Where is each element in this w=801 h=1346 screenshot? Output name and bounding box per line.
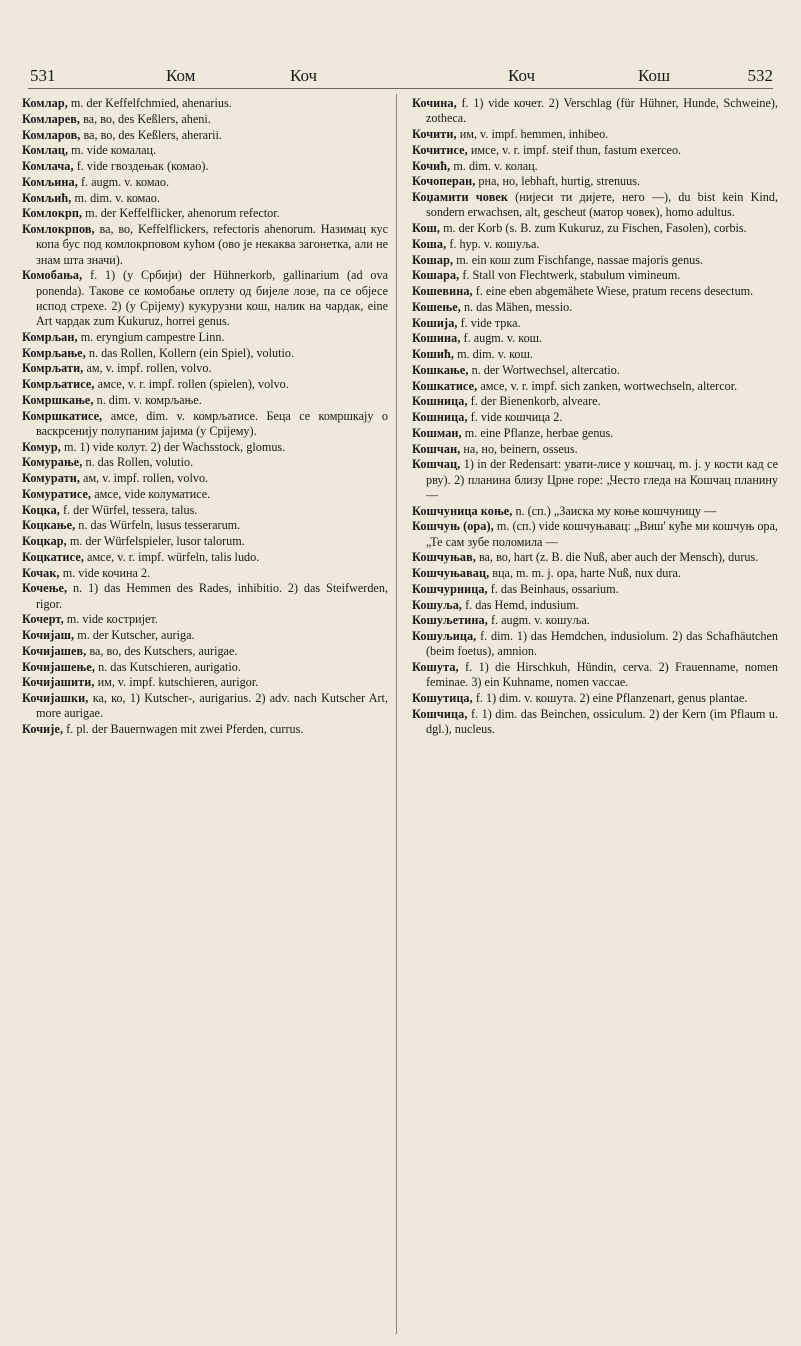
dictionary-entry (412, 127, 778, 142)
entry-definition: на, но, beinern, osseus. (460, 441, 578, 456)
entry-definition: вца, m. m. j. ора, harte Nuß, nux dura. (489, 566, 681, 580)
entry-definition: амсе, dim. v. комрљатисе. Беца се комршкају о васкрсенију полупаним jајима (у Срijему). (36, 408, 388, 438)
left-guide-word-last: Коч (290, 66, 318, 85)
entry-headword: Кошара, (412, 268, 460, 283)
entry-definition: m. 1) vide колут. 2) der Wachsstock, glomus. (60, 439, 286, 454)
entry-definition: f. pl. der Bauernwagen mit zwei Pferden, currus. (63, 722, 304, 736)
entry-headword: Кочак, (22, 565, 60, 580)
entry-definition: рна, но, lebhaft, hurtig, strenuus. (475, 174, 641, 189)
entry-definition: f. 1) (у Србији) der Hühnerkorb, gallinarium (ad ova ponenda). Такове се комобање оплету од биjеле лозе, па се обjесе испод стрехе. 2) (у Срijему) кукурузни кош, налик на чардак, eine Art чардак zum Kukuruz, horrei genus. (36, 268, 388, 328)
entry-definition: амсе, v. r. impf. würfeln, talis ludo. (83, 549, 260, 564)
entry-headword: Кочити, (412, 127, 457, 141)
entry-definition: f. hyp. v. кошуља. (446, 236, 540, 251)
entry-headword: Кочијашити, (22, 675, 95, 690)
dictionary-entry (22, 409, 388, 440)
entry-headword: Комобања, (22, 268, 83, 283)
dictionary-entry (22, 346, 388, 361)
dictionary-entry (22, 361, 388, 376)
entry-headword: Кошар, (412, 252, 454, 267)
entry-definition: m. eine Pflanze, herbae genus. (461, 425, 614, 440)
entry-headword: Кошчуњавац, (412, 566, 490, 580)
dictionary-entry (412, 660, 778, 691)
entry-headword: Комрљати, (22, 361, 84, 376)
entry-definition: m. dim. v. колац. (450, 158, 538, 173)
entry-definition: m. der Kutscher, auriga. (74, 628, 195, 642)
entry-headword: Комрљатисе, (22, 377, 95, 391)
dictionary-entry (412, 410, 778, 425)
entry-headword: Кочијашење, (22, 659, 96, 674)
dictionary-entry (412, 300, 778, 315)
entry-headword: Кочерт, (22, 612, 64, 627)
entry-headword: Комршкатисе, (22, 408, 103, 423)
entry-headword: Коцкање, (22, 518, 76, 533)
entry-headword: Кошија, (412, 315, 458, 330)
entry-headword: Кошчуница коње, (412, 503, 513, 518)
entry-definition: m. (сп.) vide кошчуњавац: „Виш' куће ми кошчуњ ора, „Те сам зубе поломила — (426, 519, 778, 549)
entry-headword: Комљић, (22, 190, 72, 205)
dictionary-entry (22, 722, 388, 737)
entry-definition: амсе, vide колуматисе. (91, 486, 211, 501)
dictionary-entry (412, 613, 778, 628)
dictionary-entry (22, 675, 388, 690)
dictionary-entry (22, 455, 388, 470)
right-page-number: 532 (747, 66, 773, 85)
entry-headword: Кошкатисе, (412, 378, 478, 393)
dictionary-entry (412, 707, 778, 738)
entry-definition: имсе, v. r. impf. steif thun, fastum exerceo. (467, 142, 682, 157)
entry-headword: Комлача, (22, 159, 74, 173)
entry-definition: ва, во, des Keßlers, aherarii. (80, 127, 222, 142)
dictionary-entry (412, 253, 778, 268)
entry-headword: Комрљан, (22, 329, 78, 344)
entry-headword: Коша, (412, 236, 447, 251)
entry-headword: Коцкатисе, (22, 549, 84, 564)
entry-headword: Кочијаш, (22, 628, 75, 642)
dictionary-entry (22, 581, 388, 612)
entry-headword: Кочина, (412, 96, 457, 110)
entry-definition: n. 1) das Hemmen des Rades, inhibitio. 2) das Steifwerden, rigor. (36, 581, 388, 611)
entry-definition: f. vide трка. (457, 315, 521, 330)
entry-definition: ка, ко, 1) Kutscher-, aurigarius. 2) adv. nach Kutscher Art, more aurigae. (36, 691, 388, 721)
dictionary-entry (412, 284, 778, 299)
dictionary-entry (22, 487, 388, 502)
dictionary-entry (412, 598, 778, 613)
entry-definition: f. vide гвоздењак (комао). (73, 159, 209, 173)
entry-definition: n. das Würfeln, lusus tesserarum. (75, 518, 241, 533)
entry-definition: ва, во, hart (z. B. die Nuß, aber auch der Mensch), durus. (475, 550, 759, 565)
entry-headword: Коцкар, (22, 534, 67, 548)
entry-definition: f. eine eben abgemähete Wiese, pratum recens desectum. (472, 284, 754, 298)
dictionary-entry (22, 159, 388, 174)
dictionary-entry (22, 191, 388, 206)
dictionary-entry (412, 457, 778, 503)
entry-definition: m. vide комалац. (68, 143, 157, 158)
entry-headword: Кошчуњав, (412, 550, 476, 565)
entry-definition: ва, во, des Keßlers, aheni. (80, 111, 211, 126)
entry-definition: m. der Keffelfchmied, ahenarius. (67, 96, 232, 110)
entry-headword: Кошуљетина, (412, 613, 488, 628)
entry-definition: им, v. impf. hemmen, inhibeo. (456, 127, 609, 141)
dictionary-entry (22, 377, 388, 392)
entry-headword: Комларов, (22, 127, 81, 142)
entry-definition: f. augm. v. комао. (77, 174, 169, 189)
right-guide-word-last: Кош (638, 66, 671, 85)
entry-headword: Кошкање, (412, 362, 469, 377)
dictionary-entry (22, 660, 388, 675)
entry-headword: Кочење, (22, 581, 68, 596)
entry-definition: f. vide кошчица 2. (467, 410, 563, 424)
entry-headword: Комрљање, (22, 345, 86, 360)
entry-definition: ам, v. impf. rollen, volvo. (83, 361, 212, 376)
right-column (412, 96, 778, 1332)
dictionary-entry (22, 534, 388, 549)
entry-definition: 1) in der Redensart: увати-лисе у кошчац, m. j. у кости кад се рву). 2) планина близу Црне горе: „Често гледа на Кошчац планину— (426, 457, 778, 502)
entry-headword: Коцка, (22, 502, 60, 517)
left-page-number: 531 (30, 66, 56, 85)
entry-headword: Кошина, (412, 331, 461, 346)
column-divider (396, 94, 397, 1334)
dictionary-entry (22, 330, 388, 345)
entry-definition: ва, во, Keffelflickers, refectoris ahenorum. Назимац кус копа бус под комлокрповом кућом (ово је некаква загонетка, али не знам шта значи). (36, 222, 388, 267)
dictionary-entry (22, 222, 388, 268)
entry-definition: f. 1) dim. das Beinchen, ossiculum. 2) der Kern (im Pflaum u. dgl.), nucleus. (426, 706, 778, 736)
entry-headword: Комршкање, (22, 392, 94, 407)
dictionary-entry (22, 96, 388, 111)
entry-definition: n. der Wortwechsel, altercatio. (468, 362, 620, 377)
entry-definition: амсе, v. r. impf. sich zanken, wortwechseln, altercor. (477, 378, 738, 393)
dictionary-entry (22, 518, 388, 533)
dictionary-entry (22, 644, 388, 659)
left-column (22, 96, 388, 1332)
entry-definition: m. vide костријет. (63, 612, 158, 627)
dictionary-entry (412, 331, 778, 346)
entry-headword: Комлар, (22, 96, 68, 110)
entry-headword: Кочијашки, (22, 691, 89, 705)
dictionary-entry (412, 174, 778, 189)
entry-definition: m. dim. v. комао. (71, 190, 160, 205)
entry-headword: Кошница, (412, 394, 468, 409)
entry-headword: Комурати, (22, 471, 80, 485)
entry-headword: Комуратисе, (22, 486, 92, 501)
dictionary-entry (22, 175, 388, 190)
entry-definition: n. das Rollen, Kollern (ein Spiel), volutio. (85, 345, 295, 360)
entry-definition: f. 1) dim. v. кошута. 2) eine Pflanzenart, genus plantae. (472, 691, 748, 705)
entry-headword: Комлокрп, (22, 206, 83, 221)
dictionary-entry (412, 394, 778, 409)
entry-definition: m. der Korb (s. B. zum Kukuruz, zu Fischen, Fasolen), corbis. (440, 221, 747, 235)
entry-definition: f. Stall von Flechtwerk, stabulum vimineum. (459, 268, 681, 283)
entry-headword: Кошута, (412, 660, 459, 674)
entry-headword: Кочијашев, (22, 643, 87, 658)
entry-definition: m. der Keffelflicker, ahenorum refector. (82, 206, 280, 221)
dictionary-entry (22, 143, 388, 158)
dictionary-entry (412, 566, 778, 581)
entry-definition: f. das Beinhaus, ossarium. (487, 581, 619, 596)
right-guide-word-first: Коч (508, 66, 536, 85)
entry-headword: Комур, (22, 439, 61, 454)
entry-definition: ам, v. impf. rollen, volvo. (80, 471, 209, 485)
entry-headword: Кошман, (412, 425, 462, 440)
entry-definition: f. der Würfel, tessera, talus. (59, 502, 198, 517)
entry-headword: Кочитисе, (412, 142, 468, 157)
entry-headword: Комларев, (22, 111, 81, 126)
dictionary-entry (412, 159, 778, 174)
entry-headword: Кошуља, (412, 597, 463, 612)
entry-headword: Кошутица, (412, 691, 473, 705)
entry-definition: m. der Würfelspieler, lusor talorum. (66, 534, 245, 548)
dictionary-entry (412, 237, 778, 252)
entry-headword: Комлокрпов, (22, 222, 95, 236)
dictionary-entry (22, 471, 388, 486)
entry-definition: f. augm. v. кош. (460, 331, 543, 346)
entry-definition: m. dim. v. кош. (454, 347, 533, 361)
entry-headword: Кошчац, (412, 457, 461, 472)
entry-definition: f. dim. 1) das Hemdchen, indusiolum. 2) das Schafhäutchen (beim foetus), amnion. (426, 629, 778, 659)
entry-headword: Комлац, (22, 143, 69, 158)
entry-headword: Комурање, (22, 455, 83, 470)
dictionary-entry (412, 316, 778, 331)
dictionary-entry (22, 566, 388, 581)
entry-headword: Кошић, (412, 347, 455, 361)
entry-definition: n. dim. v. комрљање. (93, 392, 202, 407)
dictionary-entry (412, 582, 778, 597)
entry-definition: амсе, v. r. impf. rollen (spielen), volvo. (94, 377, 289, 391)
entry-headword: Кошчица, (412, 706, 468, 721)
entry-headword: Кошчурница, (412, 581, 488, 596)
entry-definition: n. (сп.) „Заиска му коње кошчуницу — (512, 503, 717, 518)
entry-headword: Кошење, (412, 299, 461, 314)
dictionary-entry (22, 503, 388, 518)
entry-headword: Кочоперан, (412, 174, 476, 189)
dictionary-entry (412, 442, 778, 457)
entry-definition: m. ein кош zum Fischfange, nassae majoris genus. (453, 252, 704, 267)
entry-definition: f. 1) vide кочет. 2) Verschlag (für Hühner, Hunde, Schweine), zotheca. (426, 96, 778, 126)
dictionary-entry (22, 112, 388, 127)
dictionary-entry (412, 363, 778, 378)
dictionary-entry (412, 519, 778, 550)
entry-definition: n. das Kutschieren, aurigatio. (95, 659, 241, 674)
entry-headword: Кочић, (412, 158, 451, 173)
dictionary-entry (22, 628, 388, 643)
left-guide-word-first: Ком (166, 66, 196, 85)
running-header (28, 66, 773, 88)
dictionary-entry (412, 143, 778, 158)
entry-definition: n. das Mähen, messio. (460, 299, 573, 314)
entry-definition: ва, во, des Kutschers, aurigae. (86, 643, 238, 658)
entry-headword: Кошуљица, (412, 629, 477, 643)
entry-headword: Комљина, (22, 174, 78, 189)
entry-definition: f. 1) die Hirschkuh, Hündin, cerva. 2) Frauenname, nomen feminae. 3) ein Kuhname, nomen vaccae. (426, 660, 778, 690)
dictionary-entry (412, 629, 778, 660)
dictionary-entry (22, 128, 388, 143)
dictionary-entry (22, 268, 388, 329)
dictionary-entry (412, 190, 778, 221)
dictionary-entry (412, 268, 778, 283)
entry-definition: n. das Rollen, volutio. (82, 455, 194, 470)
dictionary-entry (22, 691, 388, 722)
entry-definition: m. vide кочина 2. (59, 565, 151, 580)
header-rule (28, 88, 773, 89)
entry-headword: Коџамити човек (412, 190, 509, 204)
entry-definition: (нијеси ти дијете, него —), du bist kein Kind, sondern erwachsen, alt, gescheut (матор човек), homo adultus. (426, 190, 778, 220)
dictionary-entry (412, 426, 778, 441)
entry-headword: Кош, (412, 221, 441, 235)
entry-headword: Кошница, (412, 410, 468, 424)
entry-definition: f. augm. v. кошуља. (487, 613, 590, 628)
dictionary-entry (412, 221, 778, 236)
dictionary-entry (22, 440, 388, 455)
entry-headword: Кошчуњ (ора), (412, 519, 494, 534)
dictionary-entry (412, 379, 778, 394)
entry-headword: Кошевина, (412, 284, 473, 298)
entry-definition: f. das Hemd, indusium. (462, 597, 579, 612)
entry-headword: Кошчан, (412, 441, 461, 456)
dictionary-entry (412, 96, 778, 127)
entry-definition: им, v. impf. kutschieren, aurigor. (94, 675, 259, 690)
entry-definition: m. eryngium campestre Linn. (77, 329, 225, 344)
dictionary-entry (412, 550, 778, 565)
dictionary-entry (22, 612, 388, 627)
dictionary-entry (412, 691, 778, 706)
dictionary-entry (22, 550, 388, 565)
dictionary-entry (412, 347, 778, 362)
dictionary-entry (412, 504, 778, 519)
entry-definition: f. der Bienenkorb, alveare. (467, 394, 601, 409)
entry-headword: Кочије, (22, 722, 64, 736)
dictionary-entry (22, 206, 388, 221)
dictionary-entry (22, 393, 388, 408)
